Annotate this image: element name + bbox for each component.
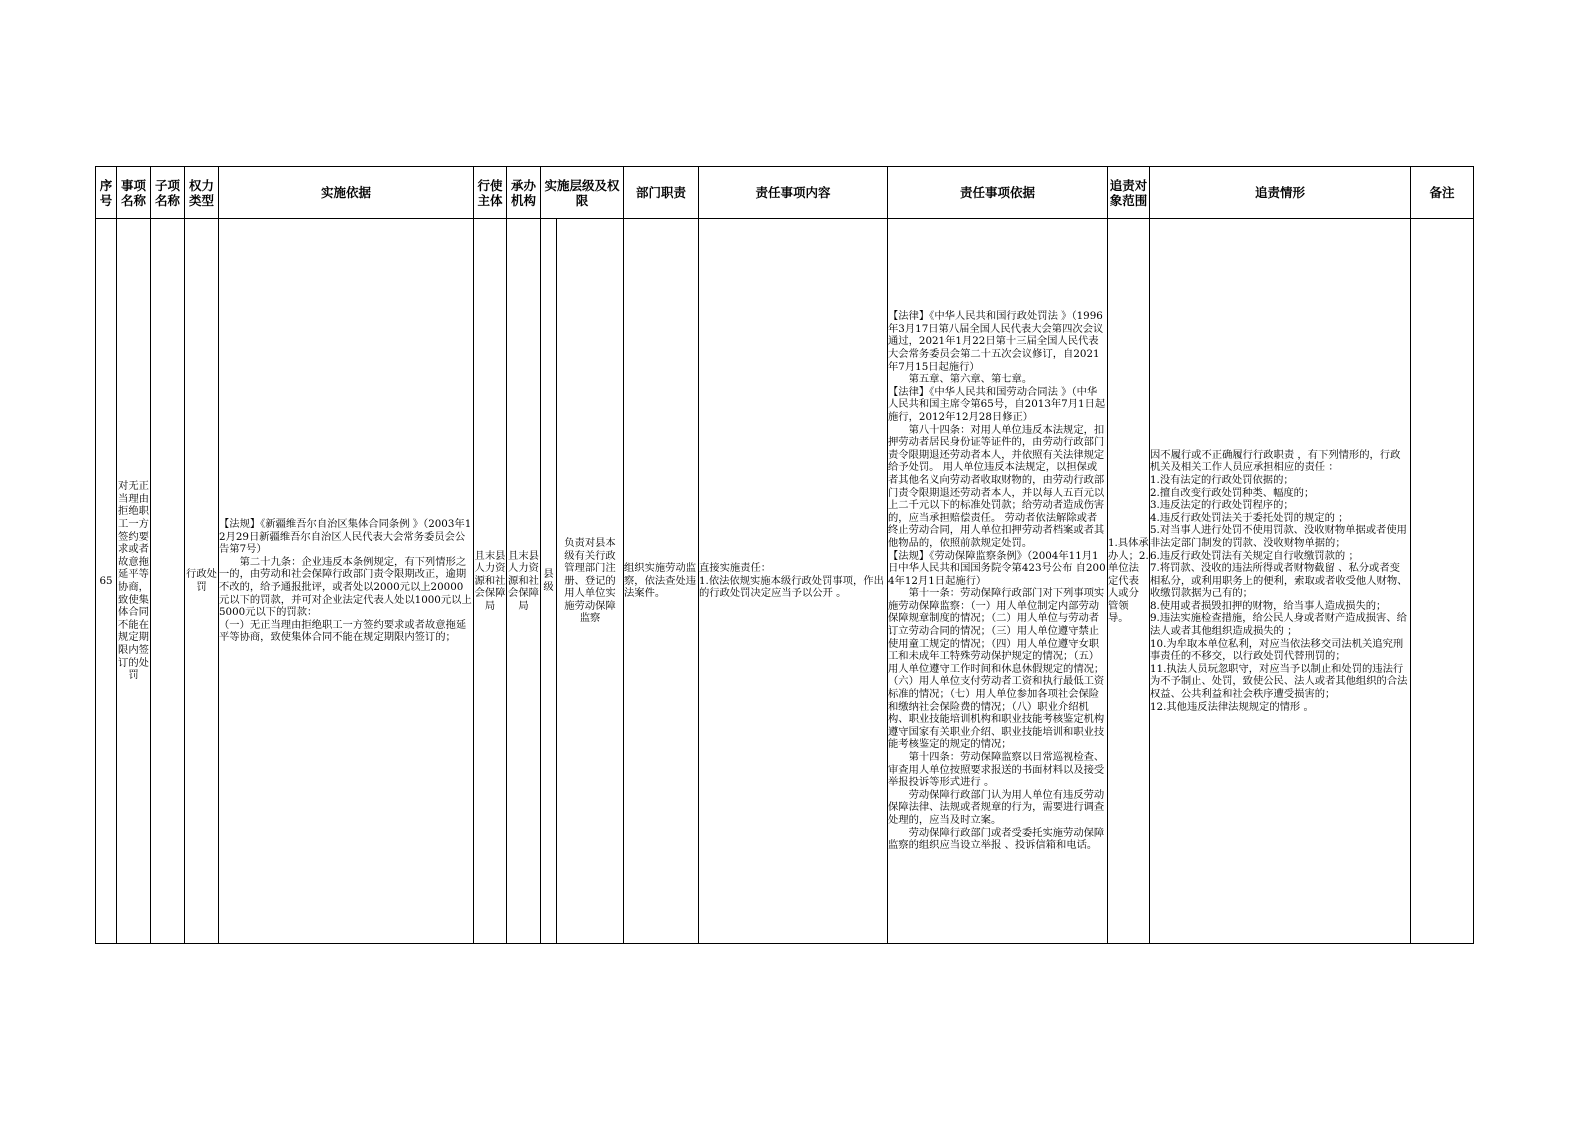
situation-line: 12.其他违反法律法规规定的情形 。 [1150,700,1314,713]
header-level: 实施层级及权限 [541,167,624,219]
basis-paragraph: （一）无正当理由拒绝职工一方签约要求或者故意拖延平等协商，致使集体合同不能在规定期限内签订的； [219,618,467,644]
header-row [96,167,1474,219]
situation-line: 5.对当事人进行处罚不使用罚款、没收财物单据或者使用非法定部门制发的罚款、没收财物单据的； [1150,524,1407,549]
cell-sub-item [151,219,185,944]
resp-basis-paragraph: 劳动保障行政部门或者受委托实施劳动保障监察的组织应当设立举报 、投诉信箱和电话。 [888,826,1105,852]
cell-remark [1411,219,1474,944]
header-situation: 追责情形 [1150,167,1411,219]
resp-content-line: 直接实施责任： [699,562,772,575]
header-remark: 备注 [1411,167,1474,219]
table-row [96,219,1474,944]
header-seq: 序号 [96,167,117,219]
cell-duty: 组织实施劳动监察，依法查处违法案件。 [624,219,699,944]
cell-seq: 65 [96,219,117,944]
header-undertaker: 承办机构 [507,167,541,219]
level-short: 县级 [541,219,557,943]
situation-line: 1.没有法定的行政处罚依据的； [1150,473,1294,486]
situation-line: 9.违法实施检查措施，给公民人身或者财产造成损害、给法人或者其他组织造成损失的 ； [1150,612,1407,638]
situation-line: 因不履行或不正确履行行政职责 ，有下列情形的，行政机关及相关工作人员应承担相应的责任 ： [1150,448,1401,474]
level-detail: 负责对县本级有关行政管理部门注册、登记的用人单位实施劳动保障监察 [564,536,616,625]
resp-basis-paragraph: 劳动保障行政部门认为用人单位有违反劳动保障法律、法规或者规章的行为，需要进行调查处理的，应当及时立案。 [888,788,1105,826]
resp-basis-paragraph: 【法律】《中华人民共和国行政处罚法 》（1996年3月17日第八届全国人民代表大会第四次会议通过，2021年1月22日第十三届全国人民代表大会常务委员会第二十五次会议修订，自2021年7月15日起施行） [888,310,1104,373]
resp-basis-paragraph: 【法规】《劳动保障监察条例》（2004年11月1日中华人民共和国国务院令第423号公布 自2004年12月1日起施行） [888,549,1106,587]
cell-basis [219,219,474,944]
cell-resp-content [699,219,888,944]
header-duty: 部门职责 [624,167,699,219]
cell-situation [1150,219,1411,944]
situation-line: 3.违反法定的行政处罚程序的； [1150,499,1294,512]
situation-line: 10.为牟取本单位私利，对应当依法移交司法机关追究刑事责任的不移交，以行政处罚代替刑罚的； [1150,637,1404,663]
header-basis: 实施依据 [219,167,474,219]
resp-basis-paragraph: 第五章、第六章、第七章。 [908,373,1033,386]
header-resp-basis: 责任事项依据 [888,167,1108,219]
cell-undertaker: 且末县人力资源和社会保障局 [507,219,541,944]
header-resp-content: 责任事项内容 [699,167,888,219]
resp-basis-paragraph: 第八十四条：对用人单位违反本法规定，扣押劳动者居民身份证等证件的，由劳动行政部门责令限期退还劳动者本人，并依照有关法律规定给予处罚。 用人单位违反本法规定，以担保或者其他名义向劳动者收取财物的，由劳动行政部门责令限期退还劳动者本人，并以每人五百元以上二千元以下的标准处罚款；给劳动者造成伤害的，应当承担赔偿责任。 劳动者依法解除或者终止劳动合同，用人单位扣押劳动者档案或者其他物品的，依照前款规定处罚。 [888,423,1105,549]
situation-line: 7.将罚款、没收的违法所得或者财物截留 、私分或者变相私分，或利用职务上的便利，索取或者收受他人财物、收缴罚款据为己有的； [1150,562,1408,600]
resp-basis-paragraph: 第十一条：劳动保障行政部门对下列事项实施劳动保障监察：（一）用人单位制定内部劳动保障规章制度的情况；（二）用人单位与劳动者订立劳动合同的情况；（三）用人单位遵守禁止使用童工规定的情况；（四）用人单位遵守女职工和未成年工特殊劳动保护规定的情况；（五）用人单位遵守工作时间和休息休假规定的情况；（六）用人单位支付劳动者工资和执行最低工资标准的情况；（七）用人单位参加各项社会保险和缴纳社会保险费的情况；（八）职业介绍机构、职业技能培训机构和职业技能考核鉴定机构遵守国家有关职业介绍、职业技能培训和职业技能考核鉴定的规定的情况； [888,587,1105,751]
resp-content-line: 1.依法依规实施本级行政处罚事项，作出的行政处罚决定应当予以公开 。 [699,574,884,600]
situation-line: 4.违反行政处罚法关于委托处罚的规定的 ； [1150,511,1349,524]
header-sub-item: 子项名称 [151,167,185,219]
cell-resp-basis [888,219,1108,944]
resp-basis-paragraph: 【法律】《中华人民共和国劳动合同法 》（中华人民共和国主席令第65号，自2013年7月1日起施行，2012年12月28日修正） [888,385,1106,423]
cell-scope: 1.具体承办人；2.单位法定代表人或分管领导。 [1108,219,1150,944]
situation-line: 2.擅自改变行政处罚种类、幅度的； [1150,486,1315,499]
resp-basis-paragraph: 第十四条：劳动保障监察以日常巡视检查、审查用人单位按照要求报送的书面材料以及接受举报投诉等形式进行 。 [888,751,1105,789]
header-power-type: 权力类型 [185,167,219,219]
basis-paragraph: 第二十九条：企业违反本条例规定，有下列情形之一的，由劳动和社会保障行政部门责令限期改正，逾期不改的，给予通报批评，或者处以2000元以上20000元以下的罚款，并可对企业法定代表人处以1000元以上5000元以下的罚款： [219,555,472,619]
cell-power-type: 行政处罚 [185,219,219,944]
header-scope: 追责对象范围 [1108,167,1150,219]
situation-line: 8.使用或者损毁扣押的财物，给当事人造成损失的； [1150,599,1387,612]
cell-subject: 且末县人力资源和社会保障局 [474,219,507,944]
cell-level [541,219,624,944]
responsibility-table [95,166,1474,944]
basis-paragraph: 【法规】《新疆维吾尔自治区集体合同条例 》（2003年12月29日新疆维吾尔自治区人民代表大会常务委员会公告第7号） [219,518,472,556]
situation-line: 11.执法人员玩忽职守，对应当予以制止和处罚的违法行为不予制止、处罚，致使公民、法人或者其他组织的合法权益、公共利益和社会秩序遭受损害的； [1150,662,1408,701]
header-item-name: 事项名称 [117,167,151,219]
cell-item-name: 对无正当理由拒绝职工一方签约要求或者故意拖延平等协商，致使集体合同不能在规定期限内签订的处罚 [117,219,151,944]
situation-line: 6.违反行政处罚法有关规定自行收缴罚款的 ； [1150,549,1359,562]
header-subject: 行使主体 [474,167,507,219]
